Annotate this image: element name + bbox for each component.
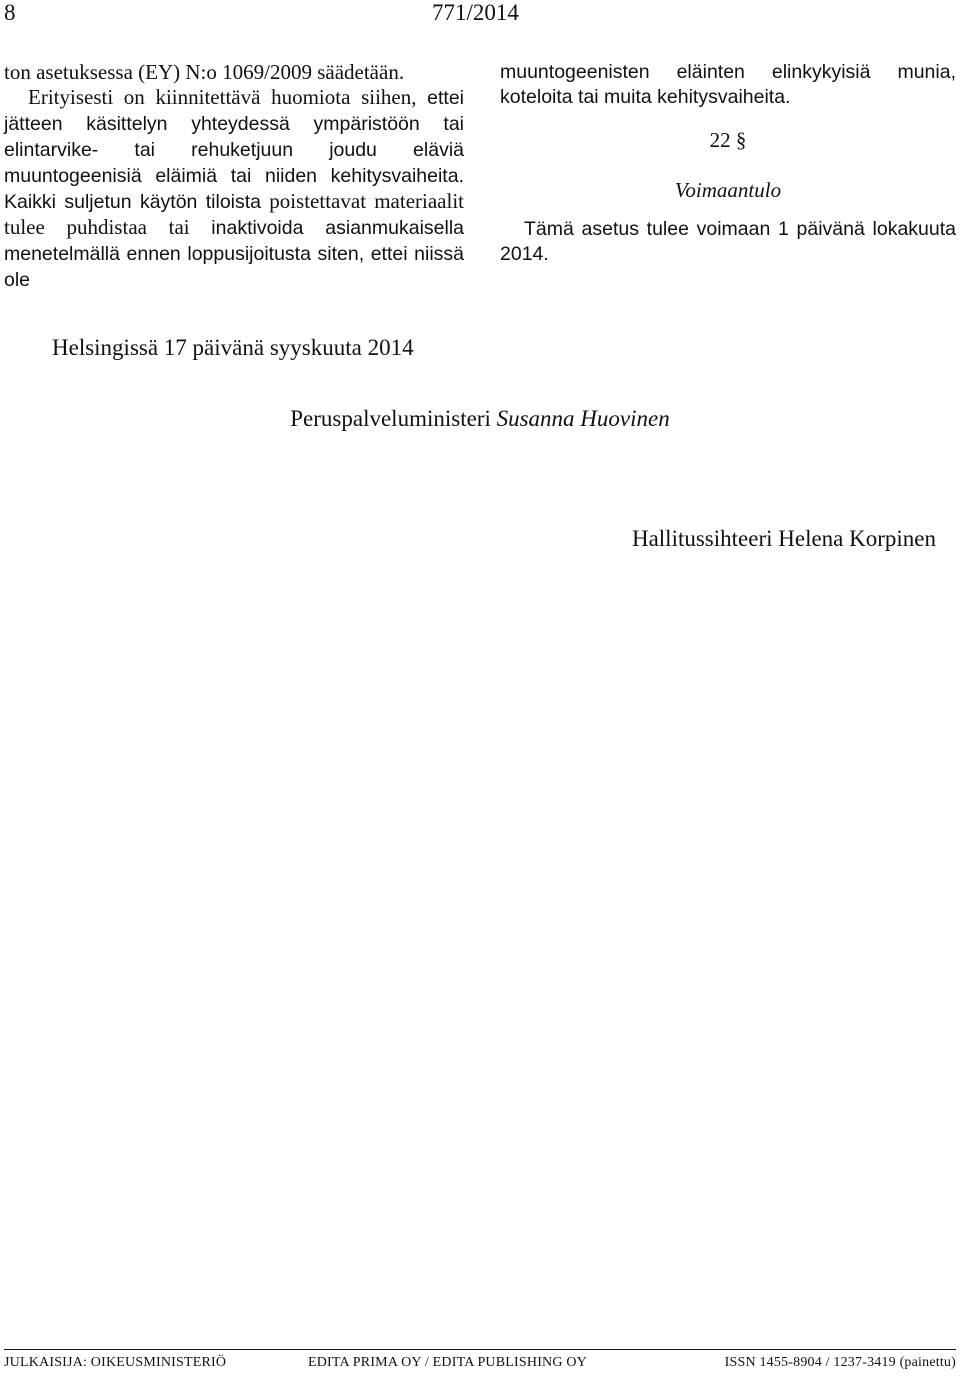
- footer-publisher: JULKAISIJA: OIKEUSMINISTERIÖ: [4, 1355, 227, 1370]
- paragraph-1: ton asetuksessa (EY) N:o 1069/2009 säädetään.: [4, 60, 405, 84]
- paragraph-2-part-3: poistettavat materiaalit tulee puhdistaa tai: [4, 189, 464, 239]
- paragraph-2-part-4: inaktivoida asianmukaisella menetelmällä ennen loppusijoitusta siten, ettei niissä ole: [4, 217, 465, 291]
- paragraph-2: [4, 85, 464, 293]
- paragraph-continuation: muuntogeenisten eläinten elinkykyisiä munia, koteloita tai muita kehitysvaiheita.: [500, 61, 956, 108]
- place-date: Helsingissä 17 päivänä syyskuuta 2014: [52, 335, 414, 360]
- right-column: [500, 60, 956, 267]
- minister-name: Susanna Huovinen: [496, 406, 670, 431]
- paragraph-2-part-1: Erityisesti on kiinnitettävä huomiota siihen,: [28, 85, 417, 109]
- minister-title: Peruspalveluministeri: [290, 406, 491, 431]
- page-number: 8: [4, 0, 16, 25]
- footer-printer: EDITA PRIMA OY / EDITA PUBLISHING OY: [308, 1355, 587, 1370]
- enactment-paragraph: Tämä asetus tulee voimaan 1 päivänä lokakuuta 2014.: [500, 218, 956, 265]
- secretary-signature: Hallitussihteeri Helena Korpinen: [631, 526, 936, 551]
- section-title: Voimaantulo: [674, 178, 782, 202]
- minister-signature: [0, 406, 960, 432]
- footer-divider: [4, 1349, 956, 1350]
- left-column: [4, 60, 464, 293]
- footer-issn: ISSN 1455-8904 / 1237-3419 (painettu): [724, 1355, 956, 1370]
- paragraph-2-part-2: ettei jätteen käsittelyn yhteydessä ympäristöön tai elintarvike- tai rehuketjuun joudu eläviä muuntogeenisiä eläimiä tai niiden kehitysvaiheita. Kaikki suljetun käytön tiloista: [4, 87, 464, 213]
- section-number: 22 §: [709, 128, 747, 152]
- document-number: 771/2014: [432, 0, 519, 25]
